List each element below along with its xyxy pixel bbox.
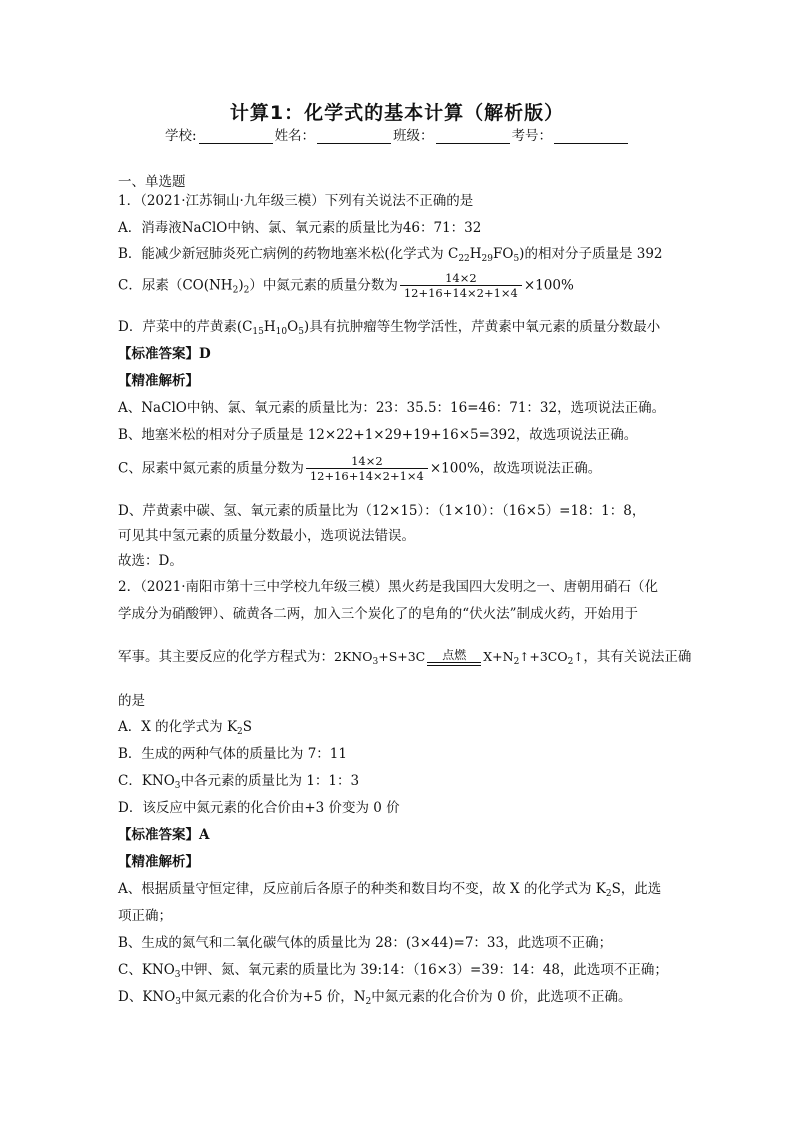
q2-option-d: D．该反应中氮元素的化合价由+3 价变为 0 价 <box>118 800 400 816</box>
q2-stem-line1: 2．（2021·南阳市第十三中学校九年级三模）黑火药是我国四大发明之一、唐朝用硝石（化 <box>118 579 658 595</box>
text: S，此选 <box>611 881 662 897</box>
subscript: 2 <box>243 285 250 296</box>
section-heading: 一、单选题 <box>118 174 186 190</box>
fraction-numerator: 14×2 <box>445 271 477 285</box>
text: ) <box>238 277 244 294</box>
text: H <box>469 246 482 262</box>
chemical-equation <box>334 648 583 671</box>
text: S <box>242 719 253 735</box>
gas-arrow-icon: ↑ <box>519 650 530 664</box>
text: ，其有关说法正确 <box>583 649 692 665</box>
q2-analysis-a-line1 <box>118 880 661 903</box>
text: C、KNO <box>118 962 175 978</box>
subscript: 2 <box>232 285 239 296</box>
text: D、KNO <box>118 989 176 1005</box>
text: 军事。其主要反应的化学方程式为： <box>118 649 334 665</box>
q1-stem: 1．（2021·江苏铜山·九年级三模）下列有关说法不正确的是 <box>118 193 474 209</box>
q2-stem-line2: 学成分为硝酸钾）、硫黄各二两，加入三个炭化了的皂角的“伏火法”制成火药，开始用于 <box>118 606 639 622</box>
q1-analysis-d-line2: 可见其中氢元素的质量分数最小，选项说法错误。 <box>118 528 415 544</box>
q2-analysis-c <box>118 961 668 984</box>
text: )具有抗肿瘤等生物学活性，芹黄素中氧元素的质量分数最小 <box>303 319 661 335</box>
q1-option-a: A．消毒液NaClO中钠、氯、氧元素的质量比为46：71：32 <box>118 220 482 236</box>
q2-answer: 【标准答案】A <box>118 827 210 843</box>
text: A．X 的化学式为 K <box>118 719 238 735</box>
text: H <box>263 319 276 335</box>
subscript: 5 <box>298 327 304 337</box>
name-label: 姓名： <box>274 128 316 144</box>
text: C、尿素中氮元素的质量分数为 <box>118 460 304 477</box>
q1-analysis-c <box>118 455 601 483</box>
text: )的相对分子质量是 392 <box>519 246 663 262</box>
q2-analysis-heading: 【精准解析】 <box>118 854 199 870</box>
class-label: 班级： <box>393 128 434 144</box>
q1-option-c <box>118 272 574 300</box>
q1-option-b <box>118 245 663 268</box>
page-title: 计算1：化学式的基本计算（解析版） <box>229 102 565 124</box>
q2-analysis-a-line2: 项正确； <box>118 908 172 924</box>
q2-option-c <box>118 772 359 795</box>
school-blank[interactable] <box>199 129 273 144</box>
q2-stem-line4: 的是 <box>118 693 145 709</box>
eq-text: +3CO <box>529 649 568 664</box>
gas-arrow-icon: ↑ <box>573 650 584 664</box>
subscript: 2 <box>365 997 372 1007</box>
q1-answer: 【标准答案】D <box>118 346 211 362</box>
subscript: 3 <box>174 970 181 980</box>
q1-analysis-a: A、NaClO中钠、氯、氧元素的质量比为：23：35.5：16=46：71：32，选项说法正确。 <box>118 400 666 416</box>
q1-analysis-b: B、地塞米松的相对分子质量是 12×22+1×29+19+16×5=392，故选项说法正确。 <box>118 427 638 443</box>
subscript: 29 <box>481 254 493 264</box>
equals-bar <box>427 662 481 666</box>
text: D．芹菜中的芹黄素(C <box>118 319 253 335</box>
q2-analysis-b: B、生成的氮气和二氧化碳气体的质量比为 28：(3×44)=7：33，此选项不正确； <box>118 935 613 951</box>
text: 中氮元素的化合价为 0 价，此选项不正确。 <box>371 989 632 1005</box>
reaction-condition <box>427 649 481 666</box>
text: C．尿素（CO(NH <box>118 277 233 294</box>
fraction <box>400 272 522 300</box>
text: B．能减少新冠肺炎死亡病例的药物地塞米松(化学式为 C <box>118 246 459 262</box>
q2-stem-line3 <box>118 648 691 671</box>
fraction-numerator: 14×2 <box>351 454 383 468</box>
subscript: 22 <box>458 254 470 264</box>
q1-conclusion: 故选：D。 <box>118 553 183 569</box>
student-info-line <box>165 124 630 144</box>
fraction-denominator: 12+16+14×2+1×4 <box>400 285 522 300</box>
text: O <box>287 319 299 335</box>
text: 中钾、氮、氧元素的质量比为 39:14：（16×3）=39：14：48，此选项不正确； <box>180 962 668 978</box>
subscript: 10 <box>275 327 288 337</box>
subscript: 2 <box>513 657 520 667</box>
text: C．KNO <box>118 773 175 789</box>
q1-option-d <box>118 318 660 341</box>
subscript: 5 <box>513 254 520 264</box>
name-blank[interactable] <box>317 129 391 144</box>
exam-label: 考号： <box>511 128 553 144</box>
subscript: 3 <box>174 781 181 791</box>
q2-analysis-d <box>118 988 631 1011</box>
text: ×100%，故选项说法正确。 <box>429 460 602 477</box>
subscript: 2 <box>237 727 243 737</box>
text: ）中氮元素的质量分数为 <box>249 277 398 294</box>
subscript: 3 <box>372 657 379 667</box>
eq-text: X+N <box>483 649 514 664</box>
text: 中氮元素的化合价为+5 价，N <box>181 989 366 1005</box>
subscript: 2 <box>567 657 574 667</box>
subscript: 3 <box>175 997 182 1007</box>
school-label: 学校: <box>165 128 197 144</box>
eq-text: +S+3C <box>378 649 426 664</box>
q2-option-b: B．生成的两种气体的质量比为 7：11 <box>118 746 347 762</box>
condition-label: 点燃 <box>442 648 467 662</box>
q1-analysis-d-line1: D、芹黄素中碳、氢、氧元素的质量比为（12×15）：（1×10）：（16×5）=18：1：8， <box>118 503 646 519</box>
text: ×100% <box>523 277 574 294</box>
exam-number-blank[interactable] <box>554 129 628 144</box>
subscript: 15 <box>252 327 264 337</box>
subscript: 2 <box>605 889 612 899</box>
fraction-denominator: 12+16+14×2+1×4 <box>306 468 428 483</box>
text: 中各元素的质量比为 1：1：3 <box>180 773 360 789</box>
class-blank[interactable] <box>436 129 510 144</box>
fraction <box>306 455 428 483</box>
text: FO <box>493 246 514 262</box>
q2-option-a <box>118 718 252 741</box>
text: A、根据质量守恒定律，反应前后各原子的种类和数目均不变，故 X 的化学式为 K <box>118 881 606 897</box>
q1-analysis-heading: 【精准解析】 <box>118 373 199 389</box>
eq-text: 2KNO <box>334 649 373 664</box>
